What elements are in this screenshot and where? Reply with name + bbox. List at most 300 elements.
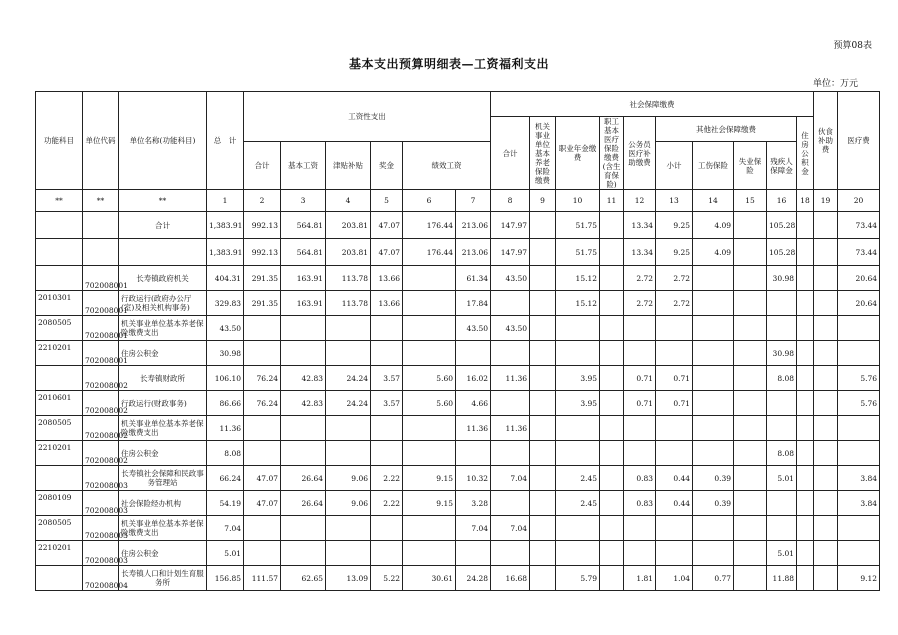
value-cell: 13.66 (371, 266, 403, 291)
value-cell: 1,383.91 (207, 212, 244, 239)
value-cell (403, 266, 456, 291)
unit-code-cell: 702008001 (83, 316, 119, 341)
table-row (36, 491, 880, 516)
func-subject-cell: 2010601 (36, 391, 83, 416)
value-cell: 15.12 (556, 266, 600, 291)
unit-name-cell: 行政运行(政府办公厅(室)及相关机构事务) (119, 291, 207, 316)
value-cell (530, 291, 556, 316)
value-cell (403, 316, 456, 341)
value-cell (624, 541, 656, 566)
value-cell (244, 416, 281, 441)
value-cell (838, 441, 880, 466)
value-cell (326, 341, 371, 366)
value-cell (734, 466, 767, 491)
table-row (36, 441, 880, 466)
value-cell: 291.35 (244, 266, 281, 291)
header-bonus: 奖金 (371, 142, 403, 190)
table-row (36, 516, 880, 541)
value-cell (693, 316, 734, 341)
value-cell (600, 266, 624, 291)
value-cell: 24.24 (326, 391, 371, 416)
func-subject-cell: 2010301 (36, 291, 83, 316)
unit-name-cell: 长寿镇财政所 (119, 366, 207, 391)
value-cell: 20.64 (838, 266, 880, 291)
index-cell: ** (119, 190, 207, 212)
table-row (36, 291, 880, 316)
value-cell (734, 566, 767, 591)
value-cell: 203.81 (326, 239, 371, 266)
header-other-subtotal: 小计 (656, 142, 693, 190)
value-cell: 9.06 (326, 466, 371, 491)
value-cell (371, 316, 403, 341)
value-cell: 66.24 (207, 466, 244, 491)
index-cell: 1 (207, 190, 244, 212)
unit-name-cell: 机关事业单位基本养老保险缴费支出 (119, 516, 207, 541)
value-cell (797, 491, 814, 516)
value-cell (693, 541, 734, 566)
value-cell: 203.81 (326, 212, 371, 239)
value-cell: 4.09 (693, 212, 734, 239)
value-cell (797, 441, 814, 466)
unit-code-cell: 702008001 (83, 291, 119, 316)
value-cell: 5.60 (403, 366, 456, 391)
value-cell (281, 341, 326, 366)
table-row (36, 239, 880, 266)
unit-name-cell: 住房公积金 (119, 441, 207, 466)
value-cell (491, 441, 530, 466)
header-unemployment: 失业保险 (734, 142, 767, 190)
table-header (36, 92, 880, 190)
value-cell (767, 291, 797, 316)
value-cell (556, 541, 600, 566)
unit-code-cell (83, 212, 119, 239)
value-cell: 404.31 (207, 266, 244, 291)
index-cell: 5 (371, 190, 403, 212)
unit-code-cell: 702008003 (83, 516, 119, 541)
value-cell: 0.71 (656, 366, 693, 391)
value-cell: 24.24 (326, 366, 371, 391)
budget-table (35, 91, 880, 591)
value-cell (371, 341, 403, 366)
value-cell (281, 316, 326, 341)
value-cell: 2.45 (556, 491, 600, 516)
value-cell: 564.81 (281, 212, 326, 239)
value-cell (530, 266, 556, 291)
value-cell (767, 416, 797, 441)
value-cell: 992.13 (244, 212, 281, 239)
value-cell: 5.01 (767, 466, 797, 491)
header-basic-salary: 基本工资 (281, 142, 326, 190)
value-cell: 3.84 (838, 491, 880, 516)
value-cell (838, 516, 880, 541)
value-cell: 11.36 (491, 416, 530, 441)
index-cell: 19 (814, 190, 838, 212)
value-cell: 163.91 (281, 266, 326, 291)
value-cell: 51.75 (556, 212, 600, 239)
value-cell (797, 239, 814, 266)
value-cell: 47.07 (244, 466, 281, 491)
value-cell: 5.22 (371, 566, 403, 591)
value-cell (797, 291, 814, 316)
unit-code-cell: 702008004 (83, 566, 119, 591)
table-row (36, 316, 880, 341)
value-cell (530, 416, 556, 441)
value-cell: 5.60 (403, 391, 456, 416)
unit-name-cell: 住房公积金 (119, 341, 207, 366)
unit-name-cell: 住房公积金 (119, 541, 207, 566)
value-cell: 176.44 (403, 239, 456, 266)
value-cell: 11.36 (207, 416, 244, 441)
value-cell (767, 516, 797, 541)
value-cell (734, 441, 767, 466)
index-cell: 20 (838, 190, 880, 212)
value-cell (371, 541, 403, 566)
value-cell (624, 416, 656, 441)
header-unit-name: 单位名称(功能科目) (119, 92, 207, 190)
func-subject-cell: 2080505 (36, 516, 83, 541)
func-subject-cell: 2080505 (36, 316, 83, 341)
header-civil-medical: 公务员医疗补助缴费 (624, 117, 656, 190)
value-cell: 51.75 (556, 239, 600, 266)
value-cell (838, 541, 880, 566)
value-cell: 9.12 (838, 566, 880, 591)
table-row (36, 466, 880, 491)
value-cell: 2.22 (371, 466, 403, 491)
value-cell: 13.09 (326, 566, 371, 591)
value-cell (456, 441, 491, 466)
unit-name-cell: 合计 (119, 212, 207, 239)
value-cell (281, 441, 326, 466)
value-cell: 76.24 (244, 366, 281, 391)
value-cell (656, 416, 693, 441)
value-cell (326, 516, 371, 541)
value-cell (814, 341, 838, 366)
value-cell: 213.06 (456, 239, 491, 266)
func-subject-cell (36, 366, 83, 391)
value-cell: 2.72 (656, 266, 693, 291)
value-cell: 13.34 (624, 239, 656, 266)
value-cell (814, 391, 838, 416)
value-cell: 86.66 (207, 391, 244, 416)
value-cell: 11.36 (491, 366, 530, 391)
header-performance: 绩效工资 (403, 142, 491, 190)
value-cell (814, 212, 838, 239)
unit-code-cell (83, 239, 119, 266)
value-cell (693, 416, 734, 441)
unit-name-cell: 机关事业单位基本养老保险缴费支出 (119, 416, 207, 441)
value-cell (814, 541, 838, 566)
unit-code-cell: 702008001 (83, 341, 119, 366)
column-index-row (36, 190, 880, 212)
value-cell: 147.97 (491, 212, 530, 239)
unit-name-cell: 社会保险经办机构 (119, 491, 207, 516)
value-cell (403, 291, 456, 316)
value-cell (797, 266, 814, 291)
unit-code-cell: 702008003 (83, 541, 119, 566)
value-cell (797, 541, 814, 566)
value-cell (403, 541, 456, 566)
value-cell (814, 291, 838, 316)
header-medical-fee: 医疗费 (838, 92, 880, 190)
index-cell: 10 (556, 190, 600, 212)
header-meal: 伙食补助费 (814, 92, 838, 190)
value-cell (838, 416, 880, 441)
value-cell (814, 566, 838, 591)
value-cell: 9.15 (403, 491, 456, 516)
value-cell: 2.72 (656, 291, 693, 316)
index-cell: 13 (656, 190, 693, 212)
value-cell: 176.44 (403, 212, 456, 239)
table-body (36, 212, 880, 591)
value-cell: 564.81 (281, 239, 326, 266)
value-cell (530, 566, 556, 591)
func-subject-cell (36, 266, 83, 291)
index-cell: 3 (281, 190, 326, 212)
header-social-group: 社会保障缴费 (491, 92, 814, 117)
table-row (36, 212, 880, 239)
value-cell: 9.06 (326, 491, 371, 516)
value-cell (600, 541, 624, 566)
value-cell: 30.98 (767, 266, 797, 291)
value-cell (600, 239, 624, 266)
unit-name-cell: 长寿镇人口和计划生育服务所 (119, 566, 207, 591)
value-cell (734, 239, 767, 266)
value-cell: 15.12 (556, 291, 600, 316)
table-row (36, 541, 880, 566)
value-cell: 17.84 (456, 291, 491, 316)
index-cell: ** (83, 190, 119, 212)
header-annuity: 职业年金缴费 (556, 117, 600, 190)
value-cell: 0.71 (624, 391, 656, 416)
value-cell: 105.28 (767, 239, 797, 266)
value-cell (797, 316, 814, 341)
value-cell (530, 239, 556, 266)
value-cell: 54.19 (207, 491, 244, 516)
value-cell (814, 441, 838, 466)
value-cell (530, 516, 556, 541)
value-cell: 156.85 (207, 566, 244, 591)
index-cell: 8 (491, 190, 530, 212)
value-cell (767, 391, 797, 416)
value-cell (797, 341, 814, 366)
value-cell: 11.88 (767, 566, 797, 591)
value-cell: 0.71 (656, 391, 693, 416)
value-cell (693, 366, 734, 391)
value-cell (693, 341, 734, 366)
index-cell: ** (36, 190, 83, 212)
value-cell: 47.07 (371, 239, 403, 266)
value-cell: 4.66 (456, 391, 491, 416)
value-cell (656, 516, 693, 541)
value-cell (693, 391, 734, 416)
value-cell: 992.13 (244, 239, 281, 266)
func-subject-cell: 2080505 (36, 416, 83, 441)
table-row (36, 566, 880, 591)
value-cell (734, 291, 767, 316)
value-cell (530, 316, 556, 341)
value-cell (556, 416, 600, 441)
value-cell (403, 441, 456, 466)
value-cell: 26.64 (281, 491, 326, 516)
value-cell: 10.32 (456, 466, 491, 491)
value-cell (624, 341, 656, 366)
unit-code-cell: 702008002 (83, 391, 119, 416)
value-cell (491, 491, 530, 516)
index-cell: 6 (403, 190, 456, 212)
unit-name-cell: 行政运行(财政事务) (119, 391, 207, 416)
value-cell: 113.78 (326, 291, 371, 316)
value-cell (814, 266, 838, 291)
header-unit-code: 单位代码 (83, 92, 119, 190)
value-cell: 2.22 (371, 491, 403, 516)
value-cell: 213.06 (456, 212, 491, 239)
value-cell: 7.04 (491, 466, 530, 491)
value-cell: 105.28 (767, 212, 797, 239)
index-cell: 11 (600, 190, 624, 212)
value-cell (326, 416, 371, 441)
value-cell: 147.97 (491, 239, 530, 266)
index-cell: 7 (456, 190, 491, 212)
value-cell (530, 341, 556, 366)
value-cell: 42.83 (281, 366, 326, 391)
value-cell (656, 341, 693, 366)
unit-code-cell: 702008002 (83, 416, 119, 441)
value-cell: 26.64 (281, 466, 326, 491)
value-cell (371, 416, 403, 441)
value-cell (814, 316, 838, 341)
value-cell: 47.07 (371, 212, 403, 239)
value-cell: 3.95 (556, 366, 600, 391)
value-cell (814, 416, 838, 441)
value-cell: 20.64 (838, 291, 880, 316)
value-cell (326, 441, 371, 466)
value-cell (530, 441, 556, 466)
value-cell (600, 341, 624, 366)
header-other-social-group: 其他社会保障缴费 (656, 117, 797, 142)
unit-code-cell: 702008001 (83, 266, 119, 291)
unit-label: 单位：万元 (812, 79, 858, 89)
value-cell: 2.72 (624, 266, 656, 291)
value-cell (600, 566, 624, 591)
value-cell (403, 516, 456, 541)
value-cell: 7.04 (456, 516, 491, 541)
value-cell (371, 516, 403, 541)
func-subject-cell: 2210201 (36, 441, 83, 466)
header-housing: 住房公积金 (797, 117, 814, 190)
value-cell: 291.35 (244, 291, 281, 316)
func-subject-cell: 2080109 (36, 491, 83, 516)
value-cell: 8.08 (767, 441, 797, 466)
value-cell (530, 466, 556, 491)
value-cell (734, 491, 767, 516)
table-row (36, 341, 880, 366)
value-cell (600, 466, 624, 491)
value-cell: 16.02 (456, 366, 491, 391)
value-cell: 5.76 (838, 366, 880, 391)
value-cell (838, 341, 880, 366)
func-subject-cell (36, 212, 83, 239)
value-cell (734, 316, 767, 341)
value-cell (403, 416, 456, 441)
value-cell (797, 466, 814, 491)
value-cell: 1.81 (624, 566, 656, 591)
header-allowance: 津贴补贴 (326, 142, 371, 190)
value-cell (244, 441, 281, 466)
value-cell: 62.65 (281, 566, 326, 591)
value-cell: 8.08 (207, 441, 244, 466)
value-cell (814, 466, 838, 491)
header-medical: 职工基本医疗保险缴费(含生育保险) (600, 117, 624, 190)
value-cell (491, 341, 530, 366)
value-cell (624, 441, 656, 466)
value-cell: 13.66 (371, 291, 403, 316)
value-cell: 73.44 (838, 239, 880, 266)
value-cell (281, 516, 326, 541)
unit-code-cell: 702008002 (83, 441, 119, 466)
value-cell (797, 566, 814, 591)
value-cell: 111.57 (244, 566, 281, 591)
value-cell: 3.57 (371, 391, 403, 416)
table-row (36, 391, 880, 416)
index-cell: 14 (693, 190, 734, 212)
unit-name-cell (119, 239, 207, 266)
value-cell (814, 491, 838, 516)
header-total: 总 计 (207, 92, 244, 190)
value-cell (244, 341, 281, 366)
value-cell: 30.98 (207, 341, 244, 366)
value-cell: 3.28 (456, 491, 491, 516)
value-cell: 13.34 (624, 212, 656, 239)
value-cell (838, 316, 880, 341)
header-pension: 机关事业单位基本养老保险缴费 (530, 117, 556, 190)
value-cell (797, 366, 814, 391)
value-cell (797, 391, 814, 416)
value-cell: 42.83 (281, 391, 326, 416)
value-cell: 43.50 (456, 316, 491, 341)
value-cell: 30.61 (403, 566, 456, 591)
value-cell (600, 416, 624, 441)
value-cell: 0.44 (656, 491, 693, 516)
value-cell (693, 441, 734, 466)
table-row (36, 266, 880, 291)
value-cell: 106.10 (207, 366, 244, 391)
value-cell (734, 391, 767, 416)
value-cell (656, 316, 693, 341)
value-cell (556, 341, 600, 366)
value-cell (244, 541, 281, 566)
value-cell: 329.83 (207, 291, 244, 316)
value-cell (734, 516, 767, 541)
value-cell: 2.72 (624, 291, 656, 316)
document-code: 预算08表 (833, 41, 872, 51)
value-cell (456, 341, 491, 366)
value-cell: 5.01 (767, 541, 797, 566)
index-cell: 18 (797, 190, 814, 212)
table-row (36, 366, 880, 391)
func-subject-cell: 2210201 (36, 341, 83, 366)
value-cell (326, 541, 371, 566)
value-cell (600, 516, 624, 541)
table-row (36, 416, 880, 441)
value-cell (693, 266, 734, 291)
unit-name-cell: 机关事业单位基本养老保险缴费支出 (119, 316, 207, 341)
value-cell (281, 416, 326, 441)
value-cell: 8.08 (767, 366, 797, 391)
value-cell: 16.68 (491, 566, 530, 591)
value-cell (281, 541, 326, 566)
header-disabled: 残疾人保障金 (767, 142, 797, 190)
value-cell (797, 212, 814, 239)
